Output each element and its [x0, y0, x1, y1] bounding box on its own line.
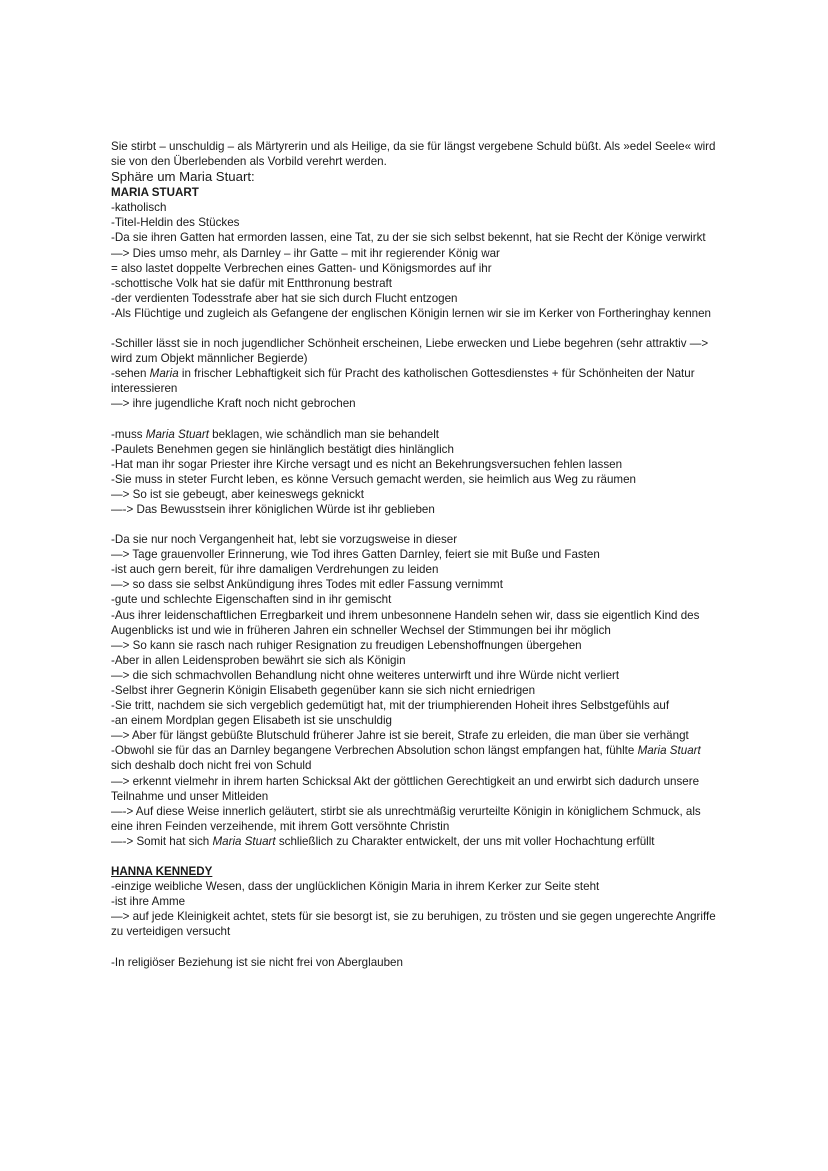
italic-name: Maria Stuart — [212, 834, 276, 848]
text-line — [111, 366, 721, 396]
text-line: —> auf jede Kleinigkeit achtet, stets für sie besorgt ist, sie zu beruhigen, zu trösten und sie gegen ungerechte Angriffe zu verteidigen versucht — [111, 910, 716, 939]
text-span: -muss — [111, 427, 146, 441]
text-line: -Titel-Heldin des Stückes — [111, 216, 240, 230]
text-line: -gute und schlechte Eigenschaften sind in ihr gemischt — [111, 593, 392, 607]
italic-name: Maria — [149, 367, 179, 381]
text-line: -Sie tritt, nachdem sie sich vergeblich gedemütigt hat, mit der triumphierenden Hoheit ihres Selbstgefühls auf — [111, 699, 670, 713]
text-span: —-> Somit hat sich — [111, 834, 213, 848]
intro-paragraph: Sie stirbt – unschuldig – als Märtyrerin und als Heilige, da sie für längst vergebene Schuld büßt. Als »edel Seele« wird sie von den Überlebenden als Vorbild verehrt werden. — [111, 140, 716, 169]
text-line: -Da sie ihren Gatten hat ermorden lassen, eine Tat, zu der sie sich selbst bekennt, hat sie Recht der Könige verwirkt — [111, 231, 706, 245]
section-heading-hanna-kennedy: HANNA KENNEDY — [111, 865, 213, 879]
sphere-title: Sphäre um Maria Stuart: — [111, 169, 255, 185]
text-span: sich deshalb doch nicht frei von Schuld — [111, 759, 312, 773]
maria-block-4 — [111, 532, 721, 849]
text-line — [111, 743, 721, 773]
hanna-block — [111, 879, 721, 939]
italic-name: Maria Stuart — [637, 744, 701, 758]
italic-name: Maria Stuart — [145, 427, 209, 441]
text-line: -Selbst ihrer Gegnerin Königin Elisabeth gegenüber kann sie sich nicht erniedrigen — [111, 684, 536, 697]
text-line — [111, 427, 721, 442]
document-body — [111, 139, 721, 970]
text-line: —> Aber für längst gebüßte Blutschuld früherer Jahre ist sie bereit, Strafe zu erleiden, die man über sie verhängt — [111, 729, 689, 743]
text-line: —> die sich schmachvollen Behandlung nicht ohne weiteres unterwirft und ihre Würde nicht verliert — [111, 668, 620, 682]
text-line: -Hat man ihr sogar Priester ihre Kirche versagt und es nicht an Bekehrungsversuchen fehlen lassen — [111, 457, 623, 471]
text-line: —-> Auf diese Weise innerlich geläutert, stirbt sie als unrechtmäßig verurteilte Königin in königlichem Schmuck, als eine ihren Feinden verzeihende, mit ihrem Gott versöhnte Christin — [111, 804, 701, 833]
text-line: —> Dies umso mehr, als Darnley – ihr Gatte – mit ihr regierender König war — [111, 246, 500, 260]
text-line: —> So ist sie gebeugt, aber keineswegs geknickt — [111, 487, 364, 501]
text-span: in frischer Lebhaftigkeit sich für Pracht des katholischen Gottesdienstes + für Schönheiten der Natur interessieren — [111, 367, 695, 396]
maria-block-1 — [111, 200, 721, 321]
text-line: -In religiöser Beziehung ist sie nicht frei von Aberglauben — [111, 955, 403, 969]
text-line: -Aber in allen Leidensproben bewährt sie sich als Königin — [111, 653, 406, 667]
text-line: -der verdienten Todesstrafe aber hat sie sich durch Flucht entzogen — [111, 291, 458, 305]
text-line: -Aus ihrer leidenschaftlichen Erregbarkeit und ihrem unbesonnene Handeln sehen wir, dass sie eigentlich Kind des Augenblicks ist und wie in früheren Jahren ein schneller Wechsel der Stimmungen bei ihr möglich — [111, 608, 700, 637]
text-line: —> So kann sie rasch nach ruhiger Resignation zu freudigen Lebenshoffnungen übergehen — [111, 638, 582, 652]
text-line: -Schiller lässt sie in noch jugendlicher Schönheit erscheinen, Liebe erwecken und Liebe begehren (sehr attraktiv —> wird zum Objekt männlicher Begierde) — [111, 337, 709, 366]
text-span: beklagen, wie schändlich man sie behandelt — [208, 427, 440, 441]
text-line: —> ihre jugendliche Kraft noch nicht gebrochen — [111, 397, 356, 411]
text-line: -an einem Mordplan gegen Elisabeth ist sie unschuldig — [111, 714, 392, 728]
text-line: —-> Das Bewusstsein ihrer königlichen Würde ist ihr geblieben — [111, 502, 435, 516]
text-line: -einzige weibliche Wesen, dass der unglücklichen Königin Maria in ihrem Kerker zur Seite steht — [111, 880, 600, 894]
text-line: -katholisch — [111, 201, 167, 215]
text-span: -sehen — [111, 367, 150, 381]
text-line: —> so dass sie selbst Ankündigung ihres Todes mit edler Fassung vernimmt — [111, 578, 503, 592]
text-line: -ist auch gern bereit, für ihre damaligen Verdrehungen zu leiden — [111, 563, 439, 577]
text-line: -schottische Volk hat sie dafür mit Entthronung bestraft — [111, 276, 392, 290]
maria-block-3 — [111, 427, 721, 518]
section-heading-maria-stuart: MARIA STUART — [111, 186, 199, 200]
text-line: —> erkennt vielmehr in ihrem harten Schicksal Akt der göttlichen Gerechtigkeit an und erwirbt sich dadurch unsere Teilnahme und unser Mitleiden — [111, 774, 700, 803]
text-line: -Paulets Benehmen gegen sie hinlänglich bestätigt dies hinlänglich — [111, 442, 454, 456]
maria-block-2 — [111, 336, 721, 411]
text-line: -Da sie nur noch Vergangenheit hat, lebt sie vorzugsweise in dieser — [111, 533, 458, 547]
text-line: = also lastet doppelte Verbrechen eines Gatten- und Königsmordes auf ihr — [111, 261, 492, 275]
text-line: -ist ihre Amme — [111, 895, 186, 909]
text-line: —> Tage grauenvoller Erinnerung, wie Tod ihres Gatten Darnley, feiert sie mit Buße und Fasten — [111, 548, 600, 562]
text-line: -Als Flüchtige und zugleich als Gefangene der englischen Königin lernen wir sie im Kerker von Fortheringhay kennen — [111, 306, 711, 320]
text-line: -Sie muss in steter Furcht leben, es könne Versuch gemacht werden, sie heimlich aus Weg zu räumen — [111, 472, 636, 486]
text-span: -Obwohl sie für das an Darnley begangene Verbrechen Absolution schon längst empfangen hat, fühlte — [111, 744, 638, 758]
text-line — [111, 834, 721, 849]
text-span: schließlich zu Charakter entwickelt, der uns mit voller Hochachtung erfüllt — [275, 834, 655, 848]
